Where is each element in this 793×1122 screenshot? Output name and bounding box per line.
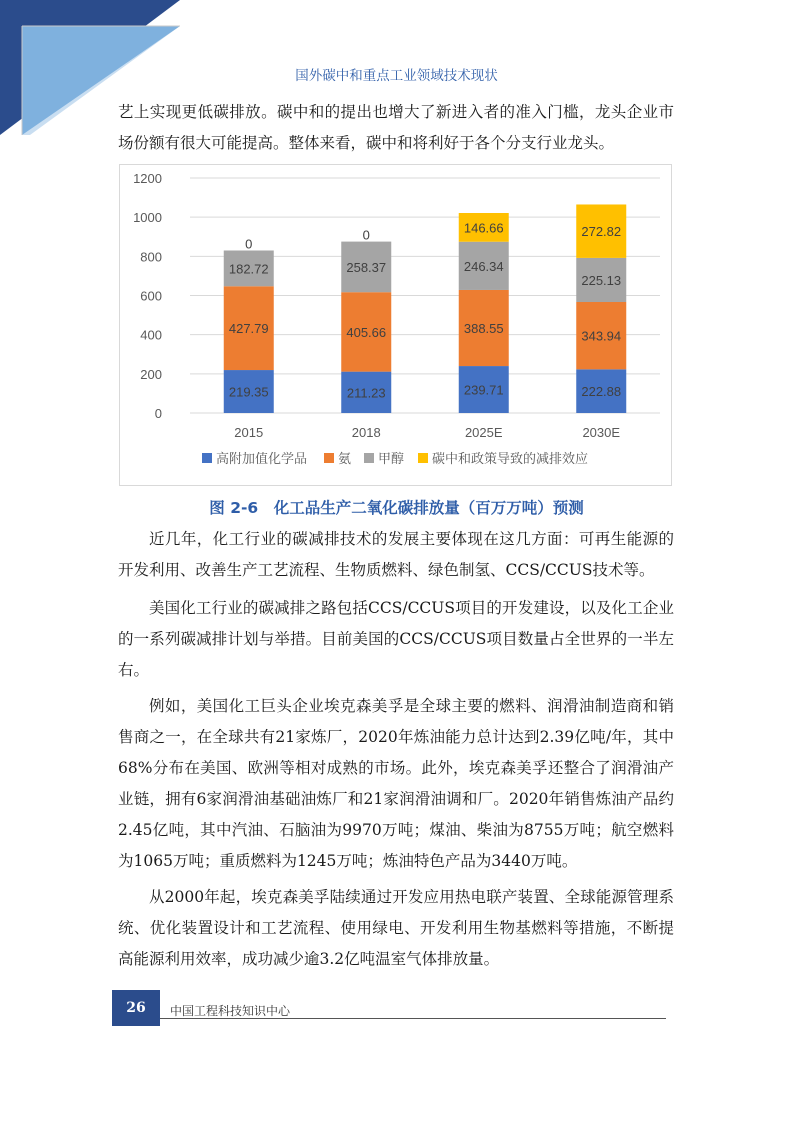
- data-label: 0: [362, 227, 370, 243]
- paragraph-4: 从2000年起，埃克森美孚陆续通过开发应用热电联产装置、全球能源管理系统、优化装置设计和工艺流程、使用绿电、开发利用生物基燃料等措施，不断提高能源利用效率，成功减少逾3.2亿吨温室气体排放量。: [118, 888, 674, 968]
- x-tick-label: 2018: [351, 425, 381, 440]
- page-number: 26: [112, 990, 160, 1026]
- data-label: 182.72: [228, 261, 269, 277]
- paragraph-intro: 艺上实现更低碳排放。碳中和的提出也增大了新进入者的准入门槛，龙头企业市场份额有很大可能提高。整体来看，碳中和将利好于各个分支行业龙头。: [118, 103, 674, 152]
- data-label: 0: [245, 236, 253, 252]
- data-label: 272.82: [581, 224, 622, 240]
- emissions-chart: [119, 164, 672, 486]
- paragraph-3: 例如，美国化工巨头企业埃克森美孚是全球主要的燃料、润滑油制造商和销售商之一，在全球共有21家炼厂，2020年炼油能力总计达到2.39亿吨/年，其中68%分布在美国、欧洲等相对成熟的市场。此外，埃克森美孚还整合了润滑油产业链，拥有6家润滑油基础油炼厂和21家润滑油调和厂。2020年销售炼油产品约2.45亿吨，其中汽油、石脑油为9970万吨；煤油、柴油为8755万吨；航空燃料为1065万吨；重质燃料为1245万吨；炼油特色产品为3440万吨。: [118, 697, 674, 870]
- data-label: 146.66: [463, 220, 504, 236]
- running-header: 国外碳中和重点工业领域技术现状: [295, 68, 498, 84]
- data-label: 225.13: [581, 272, 622, 288]
- legend-entry: 氨: [338, 452, 352, 467]
- y-tick-label: 800: [140, 249, 162, 265]
- y-tick-label: 1200: [133, 171, 162, 186]
- data-label: 405.66: [346, 324, 387, 340]
- legend-swatch: [418, 453, 428, 463]
- data-label: 211.23: [346, 385, 386, 401]
- chart-svg: [120, 165, 673, 487]
- paragraph-1: 近几年，化工行业的碳减排技术的发展主要体现在这几方面：可再生能源的开发利用、改善生产工艺流程、生物质燃料、绿色制氢、CCS/CCUS技术等。: [118, 530, 674, 579]
- legend-entry: 高附加值化学品: [216, 452, 308, 467]
- x-tick-label: 2015: [234, 425, 264, 440]
- legend-swatch: [324, 453, 334, 463]
- data-label: 427.79: [228, 321, 269, 337]
- data-label: 388.55: [463, 321, 504, 337]
- paragraph-2: 美国化工行业的碳减排之路包括CCS/CCUS项目的开发建设，以及化工企业的一系列碳减排计划与举措。目前美国的CCS/CCUS项目数量占全世界的一半左右。: [118, 599, 674, 679]
- y-tick-label: 200: [140, 366, 162, 382]
- data-label: 343.94: [581, 328, 622, 344]
- data-label: 239.71: [463, 382, 504, 398]
- y-tick-label: 400: [140, 327, 162, 343]
- y-tick-label: 0: [154, 406, 162, 421]
- x-tick-label: 2025E: [464, 425, 503, 440]
- footer-org: 中国工程科技知识中心: [170, 1004, 291, 1018]
- x-tick-label: 2030E: [582, 425, 621, 440]
- legend-swatch: [364, 453, 374, 463]
- figure-caption: 图 2-6 化工品生产二氧化碳排放量（百万万吨）预测: [209, 499, 584, 517]
- y-tick-label: 1000: [133, 210, 162, 226]
- legend-swatch: [202, 453, 212, 463]
- footer-rule: [160, 1018, 666, 1019]
- legend-entry: 甲醇: [378, 452, 405, 467]
- data-label: 219.35: [228, 384, 269, 400]
- y-tick-label: 600: [140, 288, 162, 304]
- data-label: 246.34: [463, 258, 504, 274]
- legend-entry: 碳中和政策导致的减排效应: [432, 452, 589, 467]
- data-label: 222.88: [581, 384, 622, 400]
- data-label: 258.37: [346, 259, 387, 275]
